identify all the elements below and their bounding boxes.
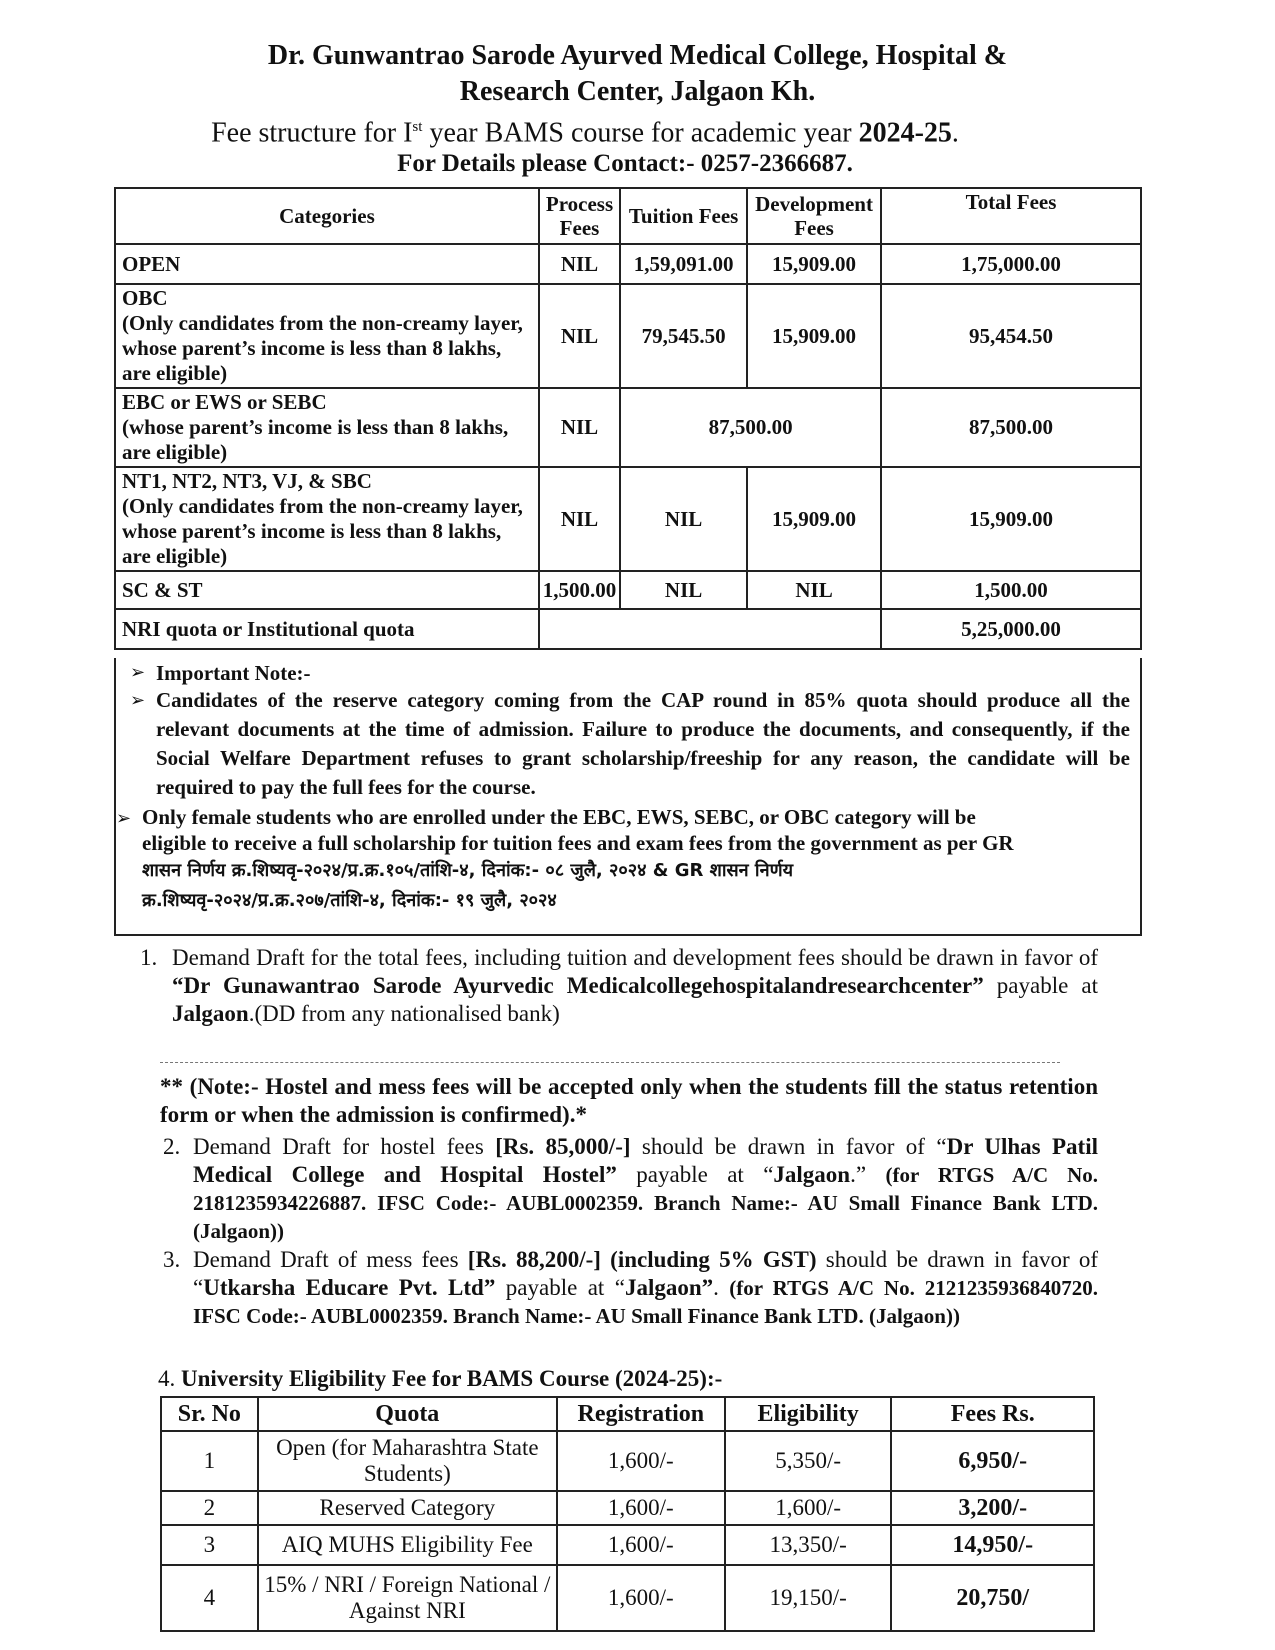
instruction-text-mid: should be drawn in favor of “: [630, 1134, 947, 1159]
fee-heading-end: .: [951, 117, 959, 149]
process-fee-cell: NIL: [539, 467, 620, 571]
tuition-fee-cell: NIL: [620, 467, 747, 571]
sr-no-cell: 1: [161, 1431, 258, 1491]
fees-cell: 3,200/-: [891, 1491, 1094, 1525]
instruction-number: 3.: [163, 1247, 181, 1272]
category-cell: [115, 388, 539, 467]
sr-no-cell: 2: [161, 1491, 258, 1525]
header-process-fees: Process Fees: [539, 188, 620, 244]
header-categories: Categories: [115, 188, 539, 244]
arrow-bullet-icon: ➢: [116, 808, 132, 829]
instruction-dd-mess: [163, 1246, 1098, 1330]
development-fee-cell: 15,909.00: [747, 244, 881, 284]
total-fee-cell: 15,909.00: [881, 467, 1141, 571]
arrow-bullet-icon: ➢: [130, 690, 146, 711]
instruction-text-end: .(DD from any nationalised bank): [248, 1001, 560, 1026]
tuition-fee-cell: 1,59,091.00: [620, 244, 747, 284]
mess-amount: [Rs. 88,200/-] (including 5% GST): [467, 1247, 817, 1272]
eligibility-cell: 19,150/-: [725, 1565, 892, 1631]
total-fee-cell: 87,500.00: [881, 388, 1141, 467]
college-title: [0, 38, 1275, 110]
female-note-line2: eligible to receive a full scholarship for tuition fees and exam fees from the government as per GR: [142, 831, 1014, 855]
tuition-fee-cell: NIL: [620, 571, 747, 609]
process-fee-cell: 1,500.00: [539, 571, 620, 609]
tuition-development-fee-cell: 87,500.00: [620, 388, 881, 467]
uni-row: [161, 1565, 1094, 1631]
fee-structure-table: [114, 187, 1142, 650]
header-tuition-fees: Tuition Fees: [620, 188, 747, 244]
instruction-text-pre: Demand Draft for hostel fees: [193, 1134, 496, 1159]
category-note: (whose parent’s income is less than 8 lakhs, are eligible): [122, 415, 509, 464]
female-note-item: [116, 804, 1140, 916]
header-quota: Quota: [258, 1397, 557, 1431]
payable-place: Jalgaon: [172, 1001, 249, 1026]
uni-table-header-row: [161, 1397, 1094, 1431]
quota-cell: 15% / NRI / Foreign National / Against NRI: [258, 1565, 557, 1631]
eligibility-cell: 13,350/-: [725, 1525, 892, 1565]
fee-heading-pre: Fee structure for I: [211, 117, 413, 149]
fees-cell: 14,950/-: [891, 1525, 1094, 1565]
total-fee-cell: 1,75,000.00: [881, 244, 1141, 284]
instruction-text-mid: payable at: [983, 973, 1098, 998]
category-cell: OPEN: [115, 244, 539, 284]
instruction-dd-total-fees: [140, 944, 1098, 1028]
contact-line: For Details please Contact:- 0257-2366687.: [397, 150, 853, 177]
reserve-note-item: [130, 686, 1130, 802]
fee-heading-sup: st: [412, 119, 423, 135]
fee-heading-year: 2024-25: [858, 117, 952, 149]
hostel-amount: [Rs. 85,000/-]: [495, 1134, 631, 1159]
registration-cell: 1,600/-: [557, 1525, 725, 1565]
uni-row: [161, 1431, 1094, 1491]
registration-cell: 1,600/-: [557, 1491, 725, 1525]
instruction-text-after: .: [713, 1275, 730, 1300]
instruction-text-mid: should be drawn in favor of “: [193, 1247, 1098, 1300]
payee-name: “Dr Gunawantrao Sarode Ayurvedic Medicalcollegehospitalandresearchcenter”: [172, 973, 984, 998]
header-total-fees: Total Fees: [881, 188, 1141, 244]
category-note: (Only candidates from the non-creamy layer, whose parent’s income is less than 8 lakhs, are eligible): [122, 494, 523, 568]
category-cell: SC & ST: [115, 571, 539, 609]
header-development-fees: Development Fees: [747, 188, 881, 244]
category-name: NT1, NT2, NT3, VJ, & SBC: [122, 469, 372, 493]
instruction-text-pay: payable at “: [495, 1275, 625, 1300]
development-fee-cell: NIL: [747, 571, 881, 609]
total-fee-cell: 1,500.00: [881, 571, 1141, 609]
female-note-line3: शासन निर्णय क्र.शिष्यवृ-२०२४/प्र.क्र.१०५/तांशि-४, दिनांक:- ०८ जुलै, २०२४ & GR शासन निर्णय: [142, 860, 794, 881]
fee-row-obc: [115, 284, 1141, 388]
payee-name: Dr Ulhas Patil Medical College and Hospital Hostel”: [193, 1134, 1098, 1187]
header-eligibility: Eligibility: [725, 1397, 892, 1431]
bank-details: (for RTGS A/C No. 2181235934226887. IFSC Code:- AUBL0002359. Branch Name:- AU Small Finance Bank LTD. (Jalgaon)): [193, 1163, 1098, 1243]
quota-cell: AIQ MUHS Eligibility Fee: [258, 1525, 557, 1565]
reserve-note-text: Candidates of the reserve category coming from the CAP round in 85% quota should produce all the relevant documents at the time of admission. Failure to produce the documents, and consequently, if the Social Welfare Department refuses to grant scholarship/freeship for any reason, the candidate will be required to pay the full fees for the course.: [156, 688, 1130, 799]
header-registration: Registration: [557, 1397, 725, 1431]
college-title-line2: Research Center, Jalgaon Kh.: [459, 76, 816, 107]
uni-row: [161, 1491, 1094, 1525]
registration-cell: 1,600/-: [557, 1431, 725, 1491]
instruction-text: [172, 944, 1098, 1028]
payee-name: Utkarsha Educare Pvt. Ltd”: [203, 1275, 496, 1300]
category-cell: [115, 467, 539, 571]
fee-heading-mid: year BAMS course for academic year: [422, 117, 859, 149]
category-name: EBC or EWS or SEBC: [122, 390, 327, 414]
header-fees: Fees Rs.: [891, 1397, 1094, 1431]
development-fee-cell: 15,909.00: [747, 284, 881, 388]
eligibility-cell: 5,350/-: [725, 1431, 892, 1491]
sr-no-cell: 3: [161, 1525, 258, 1565]
fee-row-nri: [115, 609, 1141, 649]
female-note-line1: Only female students who are enrolled under the EBC, EWS, SEBC, or OBC category will be: [142, 805, 976, 829]
instruction-number: 4.: [158, 1366, 181, 1391]
total-fee-cell: 95,454.50: [881, 284, 1141, 388]
fee-row-nt: [115, 467, 1141, 571]
instruction-text-pre: Demand Draft of mess fees: [193, 1247, 468, 1272]
instruction-text: [193, 1246, 1098, 1330]
instruction-text-pre: Demand Draft for the total fees, including tuition and development fees should be drawn in favor of: [172, 945, 1098, 970]
instruction-dd-hostel: [163, 1133, 1098, 1245]
process-fee-cell: NIL: [539, 244, 620, 284]
development-fee-cell: 15,909.00: [747, 467, 881, 571]
category-name: OBC: [122, 286, 168, 310]
payable-place: Jalgaon”: [624, 1275, 714, 1300]
university-eligibility-table: [160, 1396, 1095, 1632]
university-fee-heading: [158, 1365, 1058, 1393]
fee-row-sc-st: [115, 571, 1141, 609]
fees-cell: 6,950/-: [891, 1431, 1094, 1491]
quota-cell: Reserved Category: [258, 1491, 557, 1525]
fee-structure-heading: [0, 110, 1170, 150]
college-title-line1: Dr. Gunwantrao Sarode Ayurved Medical College, Hospital &: [267, 40, 1008, 71]
process-fee-cell: NIL: [539, 388, 620, 467]
registration-cell: 1,600/-: [557, 1565, 725, 1631]
process-fee-cell: NIL: [539, 284, 620, 388]
tuition-fee-cell: 79,545.50: [620, 284, 747, 388]
quota-cell: Open (for Maharashtra State Students): [258, 1431, 557, 1491]
eligibility-cell: 1,600/-: [725, 1491, 892, 1525]
header-sr-no: Sr. No: [161, 1397, 258, 1431]
empty-fee-cell: [539, 609, 881, 649]
important-notes-box: [114, 658, 1142, 936]
category-note: (Only candidates from the non-creamy layer, whose parent’s income is less than 8 lakhs, are eligible): [122, 311, 523, 385]
fee-table-header-row: [115, 188, 1141, 244]
hostel-mess-note: ** (Note:- Hostel and mess fees will be accepted only when the students fill the status retention form or when the admission is confirmed).*: [160, 1074, 1098, 1127]
dotted-separator: [160, 1062, 1060, 1063]
sr-no-cell: 4: [161, 1565, 258, 1631]
instruction-text: [193, 1133, 1098, 1245]
payable-place: Jalgaon: [773, 1162, 851, 1187]
bank-details: (for RTGS A/C No. 2121235936840720. IFSC Code:- AUBL0002359. Branch Name:- AU Small Finance Bank LTD. (Jalgaon)): [193, 1276, 1098, 1328]
fee-row-ebc: [115, 388, 1141, 467]
uni-row: [161, 1525, 1094, 1565]
arrow-bullet-icon: ➢: [130, 662, 146, 683]
instruction-text-pay: payable at “: [616, 1162, 774, 1187]
female-note-line4: क्र.शिष्यवृ-२०२४/प्र.क्र.२०७/तांशि-४, दिनांक:- १९ जुलै, २०२४: [142, 890, 557, 911]
fee-row-open: [115, 244, 1141, 284]
total-fee-cell: 5,25,000.00: [881, 609, 1141, 649]
important-note-label: Important Note:-: [156, 661, 311, 685]
instruction-number: 1.: [140, 945, 158, 970]
category-cell: NRI quota or Institutional quota: [115, 609, 539, 649]
instruction-number: 2.: [163, 1134, 181, 1159]
university-fee-title: University Eligibility Fee for BAMS Course (2024-25):-: [181, 1366, 723, 1391]
instruction-text-after: .”: [850, 1162, 886, 1187]
category-cell: [115, 284, 539, 388]
fees-cell: 20,750/: [891, 1565, 1094, 1631]
